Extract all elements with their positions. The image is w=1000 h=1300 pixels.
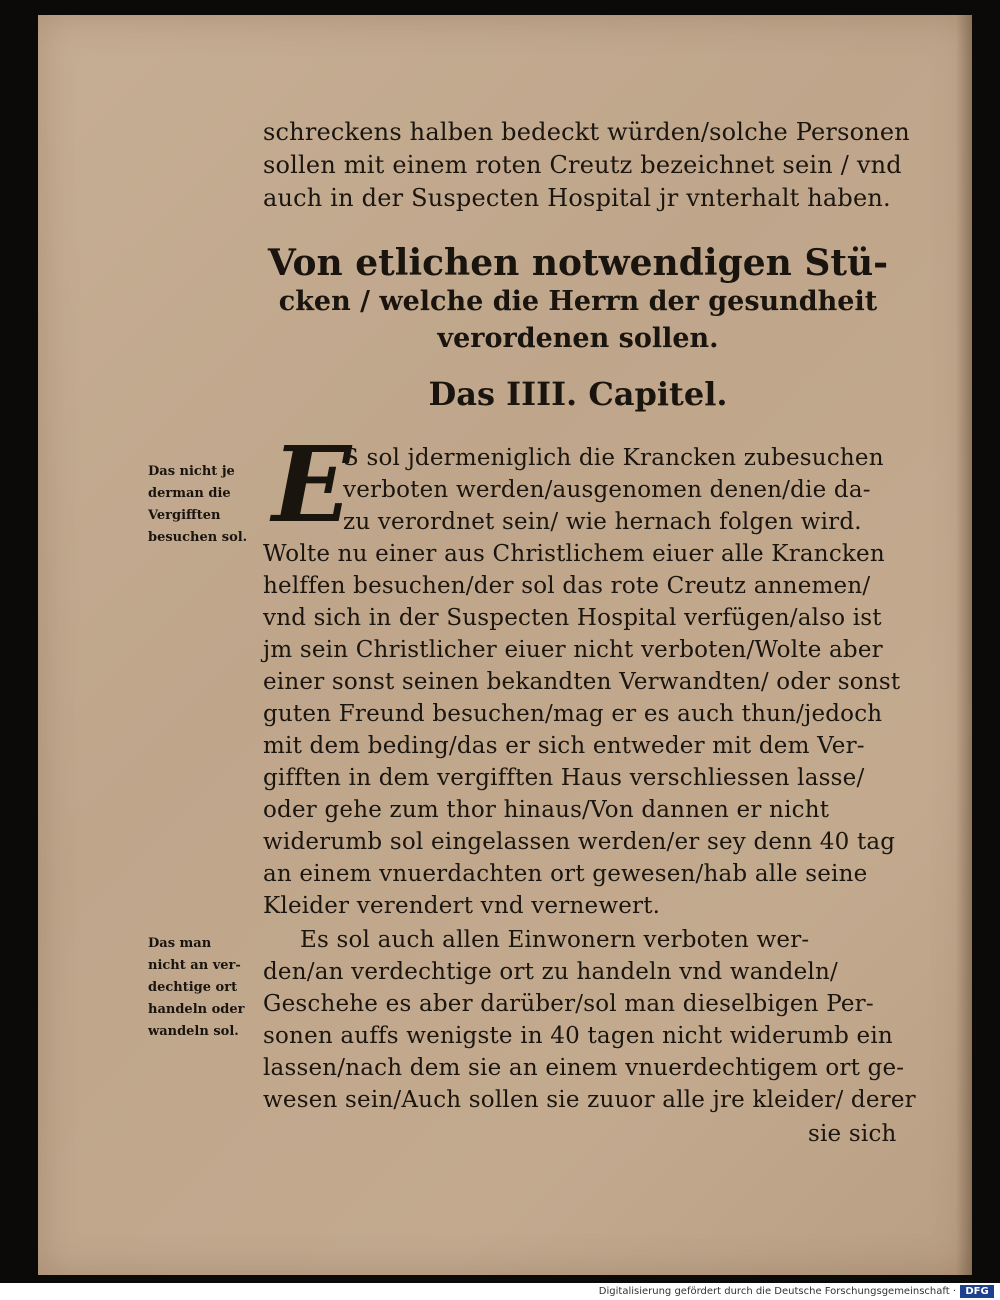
margin-note-line: Das nicht je (148, 464, 235, 479)
margin-note-line: Vergifften (148, 508, 221, 523)
text-line: verboten werden/ausgenomen denen/die da- (343, 477, 871, 503)
text-line: Wolte nu einer aus Christlichem eiuer alle Krancken (263, 541, 885, 567)
text-line: gifften in dem vergifften Haus verschliessen lasse/ (263, 765, 865, 791)
footer-credit: Digitalisierung gefördert durch die Deutsche Forschungsgemeinschaft · (598, 1286, 956, 1297)
section-heading: cken / welche die Herrn der gesundheit (278, 286, 878, 317)
text-line: wesen sein/Auch sollen sie zuuor alle jre kleider/ derer (263, 1087, 916, 1113)
margin-note-line: wandeln sol. (148, 1024, 239, 1039)
text-line: vnd sich in der Suspecten Hospital verfügen/also ist (263, 605, 882, 631)
margin-note-line: derman die (148, 486, 231, 501)
text-line: schreckens halben bedeckt würden/solche Personen (263, 118, 910, 146)
text-line: oder gehe zum thor hinaus/Von dannen er nicht (263, 797, 830, 823)
margin-note-line: Das man (148, 936, 212, 951)
text-line: lassen/nach dem sie an einem vnuerdechtigem ort ge- (263, 1055, 905, 1081)
text-line: Es sol auch allen Einwonern verboten wer- (300, 927, 810, 953)
text-line: den/an verdechtige ort zu handeln vnd wandeln/ (263, 959, 838, 985)
text-line: Kleider verendert vnd vernewert. (263, 893, 661, 919)
text-line: sollen mit einem roten Creutz bezeichnet sein / vnd (263, 151, 902, 179)
decorated-initial: E (272, 423, 352, 546)
catchword: sie sich (808, 1121, 897, 1147)
text-line: S sol jdermeniglich die Krancken zubesuchen (343, 445, 884, 471)
text-line: widerumb sol eingelassen werden/er sey denn 40 tag (263, 829, 896, 855)
text-line: an einem vnuerdachten ort gewesen/hab alle seine (263, 861, 868, 887)
text-line: zu verordnet sein/ wie hernach folgen wird. (343, 509, 862, 535)
margin-note-line: dechtige ort (148, 980, 238, 995)
text-line: Geschehe es aber darüber/sol man dieselbigen Per- (263, 991, 874, 1017)
text-line: auch in der Suspecten Hospital jr vnterhalt haben. (263, 184, 891, 212)
margin-note-line: besuchen sol. (148, 530, 248, 545)
chapter-title: Das IIII. Capitel. (428, 375, 728, 413)
section-heading: verordenen sollen. (437, 323, 719, 354)
text-line: mit dem beding/das er sich entweder mit dem Ver- (263, 733, 865, 759)
margin-note-line: handeln oder (148, 1002, 245, 1017)
text-line: helffen besuchen/der sol das rote Creutz annemen/ (263, 573, 871, 599)
text-line: einer sonst seinen bekandten Verwandten/ oder sonst (263, 669, 901, 695)
book-page (38, 15, 972, 1275)
margin-note (148, 933, 244, 1043)
margin-note-line: nicht an ver- (148, 958, 241, 973)
footer-bar (0, 1283, 1000, 1300)
section-heading: Von etlichen notwendigen Stü- (267, 242, 889, 284)
text-line: guten Freund besuchen/mag er es auch thun/jedoch (263, 701, 883, 727)
margin-note (148, 461, 247, 549)
text-line: jm sein Christlicher eiuer nicht verboten/Wolte aber (263, 637, 883, 663)
dfg-logo: DFG (960, 1285, 994, 1298)
text-line: sonen auffs wenigste in 40 tagen nicht widerumb ein (263, 1023, 893, 1049)
